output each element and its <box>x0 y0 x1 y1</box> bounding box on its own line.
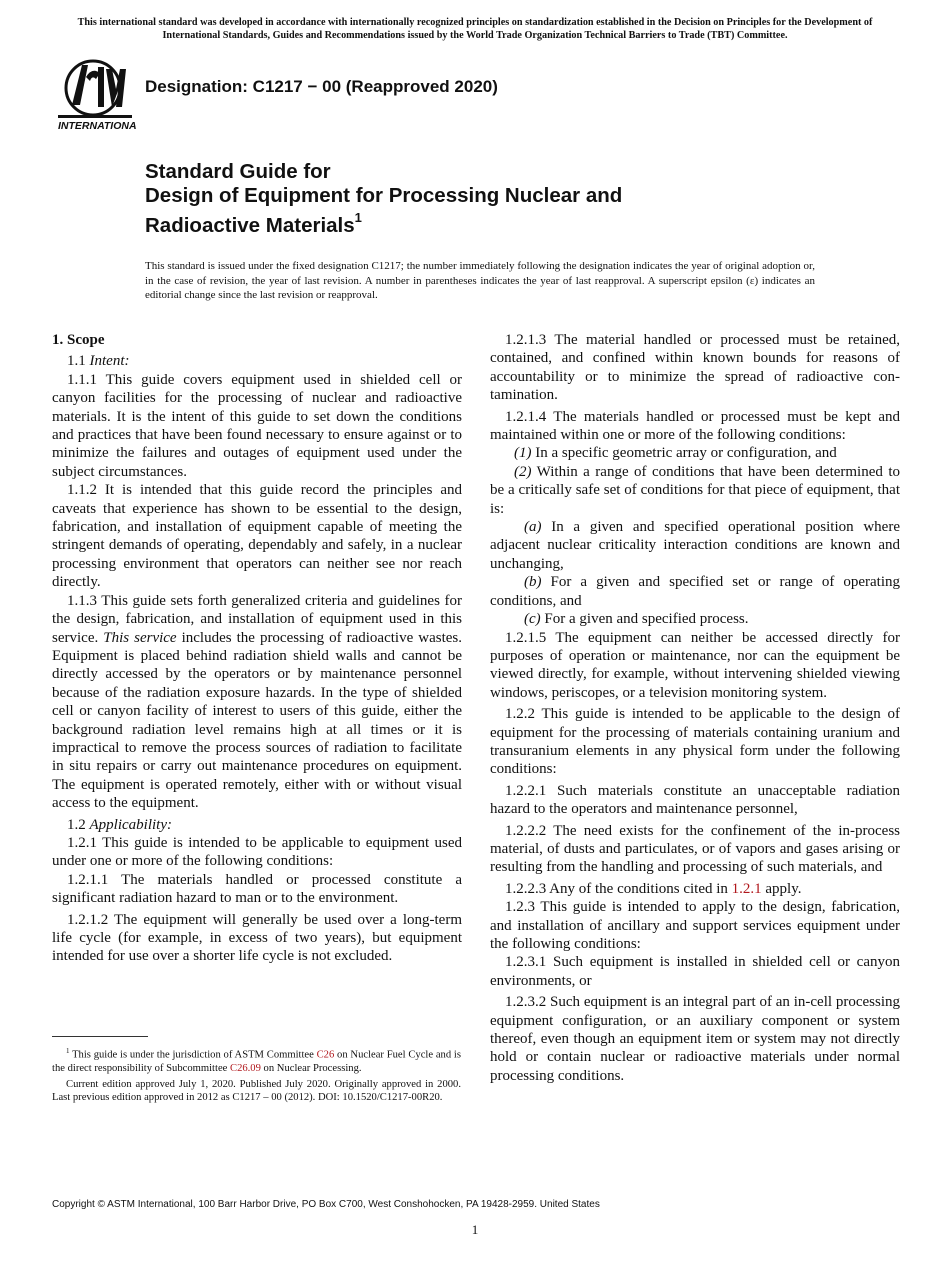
condition-a-num: (a) <box>524 519 542 536</box>
para-1-2-title: Applicability: <box>89 816 172 833</box>
para-1-2-2-3-b: apply. <box>761 880 802 897</box>
footnote-1-mark: 1 <box>66 1047 70 1055</box>
condition-c-num: (c) <box>524 611 541 628</box>
para-1-2-2-1: 1.2.2.1 Such materials constitute an unacceptable radiation hazard to the operators and maintenance personnel, <box>490 782 900 818</box>
footnote-1-a: This guide is under the jurisdiction of ASTM Committee <box>69 1049 317 1061</box>
right-column <box>490 331 900 1085</box>
para-1-2-1: 1.2.1 This guide is intended to be applicable to equipment used under one or more of the following conditions: <box>52 834 462 870</box>
link-c26-09[interactable]: C26.09 <box>230 1063 261 1075</box>
document-title <box>145 160 845 238</box>
footnotes <box>52 1045 461 1107</box>
para-1-2 <box>52 816 462 834</box>
para-1-2-2-2: 1.2.2.2 The need exists for the confinement of the in-process material, of dusts and particulates, or of vapors and gases arising or resulting from the handling and processing of such materials, and <box>490 822 900 876</box>
condition-c-text: For a given and specified process. <box>540 611 749 628</box>
condition-c <box>490 610 900 628</box>
title-line-3 <box>145 208 845 238</box>
footnote-1 <box>52 1045 461 1076</box>
title-line-1: Standard Guide for <box>145 160 331 183</box>
condition-b <box>490 573 900 610</box>
para-1-1-2: 1.1.2 It is intended that this guide record the principles and caveats that experience has shown to be essential to the design, fabrication, and installation of equipment capable of meeting the stringent demands of operating, dependably and safely, in a nuclear processing environment that operators can neither see nor reach directly. <box>52 482 462 591</box>
condition-1-num: (1) <box>514 445 532 462</box>
astm-logo <box>52 55 136 135</box>
link-c26[interactable]: C26 <box>316 1049 335 1061</box>
copyright: Copyright © ASTM International, 100 Barr Harbor Drive, PO Box C700, West Conshohocken, PA 19428-2959. United States <box>52 1199 600 1210</box>
para-1-2-3-1: 1.2.3.1 Such equipment is installed in shielded cell or canyon environments, or <box>490 954 900 989</box>
para-1-2-1-1: 1.2.1.1 The materials handled or processed constitute a significant radiation hazard to man or to the environment. <box>52 871 462 907</box>
section-heading-scope: 1. Scope <box>52 332 105 348</box>
footnote-1-c: on Nuclear Processing. <box>260 1063 362 1075</box>
designation: Designation: C1217 − 00 (Reapproved 2020) <box>145 77 498 96</box>
footnote-2: Current edition approved July 1, 2020. Published July 2020. Originally approved in 2000. Last previous edition approved in 2012 as C1217 – 00 (2012). DOI: 10.1520/C1217-00R20. <box>52 1078 461 1104</box>
para-1-2-1-3: 1.2.1.3 The material handled or processed must be retained, contained, and confined within known bounds for reasons of accountability or to minimize the spread of radioactive contamination. <box>490 332 900 404</box>
condition-2-text: Within a range of conditions that have been determined to be a critically safe set of conditions for that piece of equipment, that is: <box>490 463 900 517</box>
footnote-1-b: on Nuclear Fuel Cycle and is the direct responsibility of Subcommittee <box>52 1049 461 1075</box>
condition-b-text: For a given and specified set or range of operating conditions, and <box>490 574 900 609</box>
para-1-1-title: Intent: <box>89 353 130 370</box>
condition-1 <box>490 444 900 462</box>
para-1-2-num: 1.2 <box>67 816 90 833</box>
top-note: This international standard was developed in accordance with internationally recognized principles on standardization established in the Decision on Principles for the Development of International Standards, Guides and Recommendations issued by the World Trade Organization Technical Barriers to Trade (TBT) Committee. <box>77 17 873 41</box>
issued-note: This standard is issued under the fixed designation C1217; the number immediately following the designation indicates the year of original adoption or, in the case of revision, the year of last revision. A number in parentheses indicates the year of last reapproval. A superscript epsilon (ε) indicates an editorial change since the last revision or reapproval. <box>145 260 815 301</box>
footnote-rule <box>52 1036 148 1037</box>
para-1-1-3 <box>52 592 462 813</box>
para-1-2-2-3 <box>490 880 900 898</box>
condition-a-text: In a given and specified operational position where adjacent nuclear criticality interaction conditions are known and unchanging, <box>490 519 900 572</box>
para-1-1-3-b: includes the processing of radioactive wastes. Equipment is placed behind radiation shield walls and cannot be directly accessed by the operators or by maintenance personnel because of the radiation exposure hazards. In the type of shielded cell or canyon facility of interest to users of this guide, either the background radiation level remains high at all times or it is impractical to remove the process sources of radiation to facilitate in situ repairs or carry out maintenance procedures on equipment. The equipment is operated remotely, either with or without visual access to the equipment. <box>52 629 462 812</box>
para-1-2-1-5: 1.2.1.5 The equipment can neither be accessed directly for purposes of operation or maintenance, nor can the equipment be viewed directly, for example, without intervening shielded viewing windows, periscopes, or a television monitoring system. <box>490 629 900 701</box>
para-1-2-3: 1.2.3 This guide is intended to apply to the design, fabrication, and installation of ancillary and support services equipment under the following conditions: <box>490 899 900 952</box>
para-1-2-1-4: 1.2.1.4 The materials handled or processed must be kept and maintained within one or more of the following conditions: <box>490 408 900 444</box>
astm-logo-icon <box>52 55 136 135</box>
para-1-2-2: 1.2.2 This guide is intended to be applicable to the design of equipment for the processing of materials containing uranium and transuranium elements in any physical form under the following conditions: <box>490 706 900 778</box>
para-1-2-3-2: 1.2.3.2 Such equipment is an integral part of an in-cell processing equipment configuration, or an auxiliary component or system thereof, even though an equipment item or system may not directly hold or contain nuclear or radioactive materials under normal processing conditions. <box>490 994 900 1084</box>
condition-1-text: In a specific geometric array or configuration, and <box>531 445 837 462</box>
condition-a <box>490 518 900 573</box>
logo-wordmark: INTERNATIONAL <box>58 120 136 132</box>
left-column <box>52 331 462 966</box>
title-line-2: Design of Equipment for Processing Nuclear and <box>145 184 623 207</box>
para-1-1-3-em: This service <box>103 629 177 646</box>
para-1-1 <box>52 352 462 370</box>
condition-b-num: (b) <box>524 574 542 591</box>
para-1-1-3-a: 1.1.3 This guide sets forth generalized criteria and guidelines for the design, fabrication, and installation of equipment used in this service. <box>52 592 462 646</box>
link-1-2-1[interactable]: 1.2.1 <box>731 880 762 897</box>
para-1-1-num: 1.1 <box>67 353 90 370</box>
title-line-3-text: Radioactive Materials <box>145 213 355 237</box>
para-1-1-1: 1.1.1 This guide covers equipment used in shielded cell or canyon facilities for the processing of nuclear and radioactive materials. It is the intent of this guide to set down the conditions and practices that have been found necessary to ensure against or to minimize the failures and outages of equipment used under the subject circumstances. <box>52 371 462 480</box>
page-number: 1 <box>471 1222 479 1237</box>
title-footnote-mark: 1 <box>354 210 362 225</box>
condition-2-num: (2) <box>514 463 532 480</box>
condition-2 <box>490 463 900 518</box>
para-1-2-1-2: 1.2.1.2 The equipment will generally be used over a long-term life cycle (for example, in excess of two years), but equipment intended for use over a shorter life cycle is not excluded. <box>52 911 462 965</box>
para-1-2-2-3-a: 1.2.2.3 Any of the conditions cited in <box>505 880 732 897</box>
